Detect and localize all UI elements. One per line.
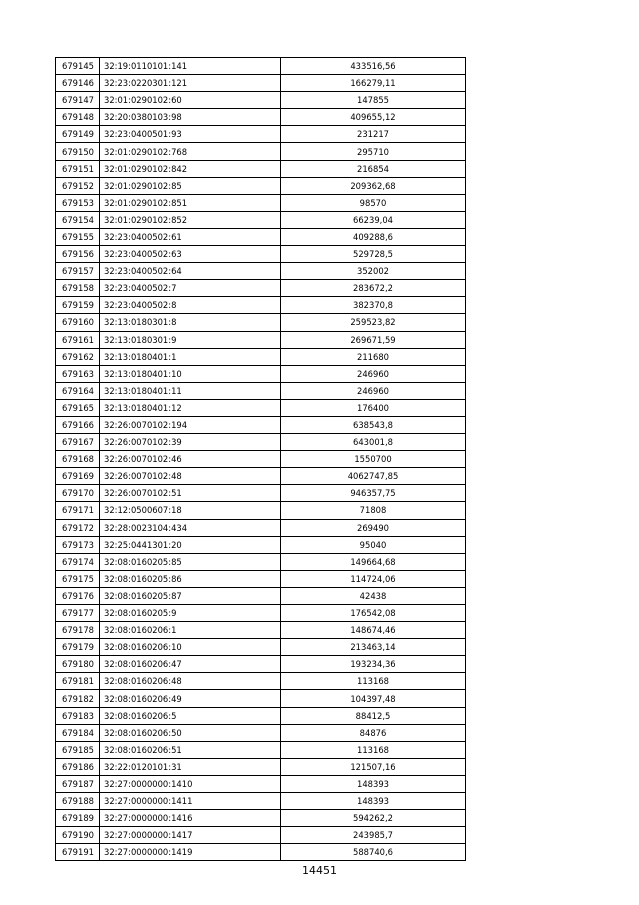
- row-id-cell: 679171: [56, 502, 100, 519]
- value-cell: 643001,8: [281, 434, 466, 451]
- value-cell: 121507,16: [281, 758, 466, 775]
- table-row: [56, 246, 466, 263]
- row-id-cell: 679191: [56, 844, 100, 861]
- value-cell: 149664,68: [281, 553, 466, 570]
- table-row: [56, 348, 466, 365]
- cadastral-number-cell: 32:01:0290102:852: [100, 211, 281, 228]
- value-cell: 209362,68: [281, 177, 466, 194]
- cadastral-number-cell: 32:22:0120101:31: [100, 758, 281, 775]
- row-id-cell: 679156: [56, 246, 100, 263]
- value-cell: 166279,11: [281, 75, 466, 92]
- value-cell: 231217: [281, 126, 466, 143]
- cadastral-number-cell: 32:13:0180401:12: [100, 399, 281, 416]
- row-id-cell: 679182: [56, 690, 100, 707]
- table-row: [56, 75, 466, 92]
- row-id-cell: 679184: [56, 724, 100, 741]
- table-row: [56, 827, 466, 844]
- table-row: [56, 793, 466, 810]
- cadastral-number-cell: 32:01:0290102:60: [100, 92, 281, 109]
- value-cell: 243985,7: [281, 827, 466, 844]
- value-cell: 114724,06: [281, 570, 466, 587]
- table-row: [56, 468, 466, 485]
- table-row: [56, 485, 466, 502]
- row-id-cell: 679165: [56, 399, 100, 416]
- row-id-cell: 679178: [56, 622, 100, 639]
- row-id-cell: 679176: [56, 587, 100, 604]
- cadastral-number-cell: 32:13:0180401:1: [100, 348, 281, 365]
- value-cell: 283672,2: [281, 280, 466, 297]
- value-cell: 409655,12: [281, 109, 466, 126]
- value-cell: 148393: [281, 793, 466, 810]
- cadastral-number-cell: 32:27:0000000:1417: [100, 827, 281, 844]
- cadastral-number-cell: 32:01:0290102:85: [100, 177, 281, 194]
- row-id-cell: 679186: [56, 758, 100, 775]
- row-id-cell: 679172: [56, 519, 100, 536]
- table-row: [56, 194, 466, 211]
- cadastral-number-cell: 32:01:0290102:842: [100, 160, 281, 177]
- row-id-cell: 679147: [56, 92, 100, 109]
- cadastral-number-cell: 32:08:0160206:51: [100, 741, 281, 758]
- cadastral-number-cell: 32:26:0070102:194: [100, 416, 281, 433]
- value-cell: 84876: [281, 724, 466, 741]
- row-id-cell: 679166: [56, 416, 100, 433]
- cadastral-number-cell: 32:08:0160206:50: [100, 724, 281, 741]
- row-id-cell: 679168: [56, 451, 100, 468]
- value-cell: 246960: [281, 365, 466, 382]
- row-id-cell: 679164: [56, 382, 100, 399]
- row-id-cell: 679181: [56, 673, 100, 690]
- value-cell: 211680: [281, 348, 466, 365]
- value-cell: 176400: [281, 399, 466, 416]
- row-id-cell: 679155: [56, 228, 100, 245]
- value-cell: 66239,04: [281, 211, 466, 228]
- row-id-cell: 679180: [56, 656, 100, 673]
- value-cell: 193234,36: [281, 656, 466, 673]
- row-id-cell: 679189: [56, 810, 100, 827]
- data-table: [55, 57, 466, 861]
- cadastral-number-cell: 32:08:0160206:1: [100, 622, 281, 639]
- value-cell: 638543,8: [281, 416, 466, 433]
- table-row: [56, 553, 466, 570]
- row-id-cell: 679183: [56, 707, 100, 724]
- table-row: [56, 143, 466, 160]
- value-cell: 147855: [281, 92, 466, 109]
- cadastral-number-cell: 32:08:0160205:85: [100, 553, 281, 570]
- cadastral-number-cell: 32:27:0000000:1416: [100, 810, 281, 827]
- row-id-cell: 679188: [56, 793, 100, 810]
- row-id-cell: 679187: [56, 775, 100, 792]
- row-id-cell: 679148: [56, 109, 100, 126]
- row-id-cell: 679146: [56, 75, 100, 92]
- value-cell: 946357,75: [281, 485, 466, 502]
- table-row: [56, 639, 466, 656]
- table-row: [56, 314, 466, 331]
- table-row: [56, 741, 466, 758]
- cadastral-number-cell: 32:13:0180401:10: [100, 365, 281, 382]
- cadastral-number-cell: 32:23:0400502:63: [100, 246, 281, 263]
- row-id-cell: 679145: [56, 58, 100, 75]
- value-cell: 1550700: [281, 451, 466, 468]
- row-id-cell: 679161: [56, 331, 100, 348]
- cadastral-number-cell: 32:12:0500607:18: [100, 502, 281, 519]
- table-row: [56, 92, 466, 109]
- cadastral-number-cell: 32:08:0160205:9: [100, 605, 281, 622]
- row-id-cell: 679159: [56, 297, 100, 314]
- table-row: [56, 690, 466, 707]
- table-row: [56, 228, 466, 245]
- value-cell: 213463,14: [281, 639, 466, 656]
- row-id-cell: 679170: [56, 485, 100, 502]
- cadastral-number-cell: 32:26:0070102:51: [100, 485, 281, 502]
- row-id-cell: 679173: [56, 536, 100, 553]
- cadastral-number-cell: 32:13:0180301:8: [100, 314, 281, 331]
- cadastral-number-cell: 32:13:0180301:9: [100, 331, 281, 348]
- value-cell: 113168: [281, 673, 466, 690]
- value-cell: 352002: [281, 263, 466, 280]
- value-cell: 216854: [281, 160, 466, 177]
- cadastral-number-cell: 32:23:0400502:7: [100, 280, 281, 297]
- row-id-cell: 679169: [56, 468, 100, 485]
- table-row: [56, 416, 466, 433]
- table-row: [56, 622, 466, 639]
- table-row: [56, 605, 466, 622]
- value-cell: 148393: [281, 775, 466, 792]
- cadastral-number-cell: 32:26:0070102:48: [100, 468, 281, 485]
- table-row: [56, 519, 466, 536]
- row-id-cell: 679149: [56, 126, 100, 143]
- table-row: [56, 365, 466, 382]
- cadastral-number-cell: 32:25:0441301:20: [100, 536, 281, 553]
- table-body: [56, 58, 466, 861]
- value-cell: 42438: [281, 587, 466, 604]
- row-id-cell: 679152: [56, 177, 100, 194]
- value-cell: 148674,46: [281, 622, 466, 639]
- table-row: [56, 536, 466, 553]
- table-row: [56, 434, 466, 451]
- table-row: [56, 451, 466, 468]
- table-row: [56, 382, 466, 399]
- cadastral-number-cell: 32:08:0160206:49: [100, 690, 281, 707]
- value-cell: 529728,5: [281, 246, 466, 263]
- row-id-cell: 679157: [56, 263, 100, 280]
- value-cell: 95040: [281, 536, 466, 553]
- cadastral-number-cell: 32:26:0070102:46: [100, 451, 281, 468]
- value-cell: 594262,2: [281, 810, 466, 827]
- row-id-cell: 679174: [56, 553, 100, 570]
- cadastral-number-cell: 32:26:0070102:39: [100, 434, 281, 451]
- value-cell: 588740,6: [281, 844, 466, 861]
- cadastral-number-cell: 32:13:0180401:11: [100, 382, 281, 399]
- table-row: [56, 160, 466, 177]
- row-id-cell: 679167: [56, 434, 100, 451]
- cadastral-number-cell: 32:08:0160206:47: [100, 656, 281, 673]
- value-cell: 382370,8: [281, 297, 466, 314]
- cadastral-number-cell: 32:27:0000000:1419: [100, 844, 281, 861]
- cadastral-number-cell: 32:20:0380103:98: [100, 109, 281, 126]
- value-cell: 246960: [281, 382, 466, 399]
- row-id-cell: 679179: [56, 639, 100, 656]
- table-row: [56, 177, 466, 194]
- row-id-cell: 679175: [56, 570, 100, 587]
- table-row: [56, 810, 466, 827]
- cadastral-number-cell: 32:23:0220301:121: [100, 75, 281, 92]
- cadastral-number-cell: 32:08:0160206:48: [100, 673, 281, 690]
- cadastral-number-cell: 32:28:0023104:434: [100, 519, 281, 536]
- table-row: [56, 656, 466, 673]
- table-row: [56, 280, 466, 297]
- value-cell: 88412,5: [281, 707, 466, 724]
- row-id-cell: 679154: [56, 211, 100, 228]
- table-row: [56, 263, 466, 280]
- row-id-cell: 679177: [56, 605, 100, 622]
- value-cell: 269671,59: [281, 331, 466, 348]
- table-row: [56, 331, 466, 348]
- row-id-cell: 679150: [56, 143, 100, 160]
- table-row: [56, 724, 466, 741]
- table-row: [56, 502, 466, 519]
- value-cell: 176542,08: [281, 605, 466, 622]
- cadastral-number-cell: 32:23:0400501:93: [100, 126, 281, 143]
- value-cell: 409288,6: [281, 228, 466, 245]
- row-id-cell: 679190: [56, 827, 100, 844]
- row-id-cell: 679163: [56, 365, 100, 382]
- cadastral-number-cell: 32:27:0000000:1411: [100, 793, 281, 810]
- table-row: [56, 109, 466, 126]
- table-row: [56, 211, 466, 228]
- cadastral-number-cell: 32:01:0290102:851: [100, 194, 281, 211]
- cadastral-number-cell: 32:23:0400502:64: [100, 263, 281, 280]
- table-row: [56, 844, 466, 861]
- table-row: [56, 570, 466, 587]
- value-cell: 71808: [281, 502, 466, 519]
- value-cell: 4062747,85: [281, 468, 466, 485]
- row-id-cell: 679158: [56, 280, 100, 297]
- cadastral-number-cell: 32:19:0110101:141: [100, 58, 281, 75]
- value-cell: 259523,82: [281, 314, 466, 331]
- cadastral-number-cell: 32:08:0160205:86: [100, 570, 281, 587]
- row-id-cell: 679160: [56, 314, 100, 331]
- value-cell: 295710: [281, 143, 466, 160]
- value-cell: 433516,56: [281, 58, 466, 75]
- row-id-cell: 679162: [56, 348, 100, 365]
- row-id-cell: 679151: [56, 160, 100, 177]
- table-row: [56, 297, 466, 314]
- table-row: [56, 58, 466, 75]
- table-row: [56, 673, 466, 690]
- cadastral-number-cell: 32:23:0400502:8: [100, 297, 281, 314]
- page-number: 14451: [302, 864, 337, 877]
- table-row: [56, 707, 466, 724]
- cadastral-number-cell: 32:08:0160206:5: [100, 707, 281, 724]
- table-row: [56, 126, 466, 143]
- cadastral-number-cell: 32:27:0000000:1410: [100, 775, 281, 792]
- value-cell: 104397,48: [281, 690, 466, 707]
- table-row: [56, 775, 466, 792]
- table-row: [56, 758, 466, 775]
- cadastral-number-cell: 32:01:0290102:768: [100, 143, 281, 160]
- table-row: [56, 587, 466, 604]
- row-id-cell: 679153: [56, 194, 100, 211]
- cadastral-number-cell: 32:23:0400502:61: [100, 228, 281, 245]
- cadastral-number-cell: 32:08:0160205:87: [100, 587, 281, 604]
- row-id-cell: 679185: [56, 741, 100, 758]
- value-cell: 113168: [281, 741, 466, 758]
- value-cell: 269490: [281, 519, 466, 536]
- value-cell: 98570: [281, 194, 466, 211]
- cadastral-number-cell: 32:08:0160206:10: [100, 639, 281, 656]
- table-row: [56, 399, 466, 416]
